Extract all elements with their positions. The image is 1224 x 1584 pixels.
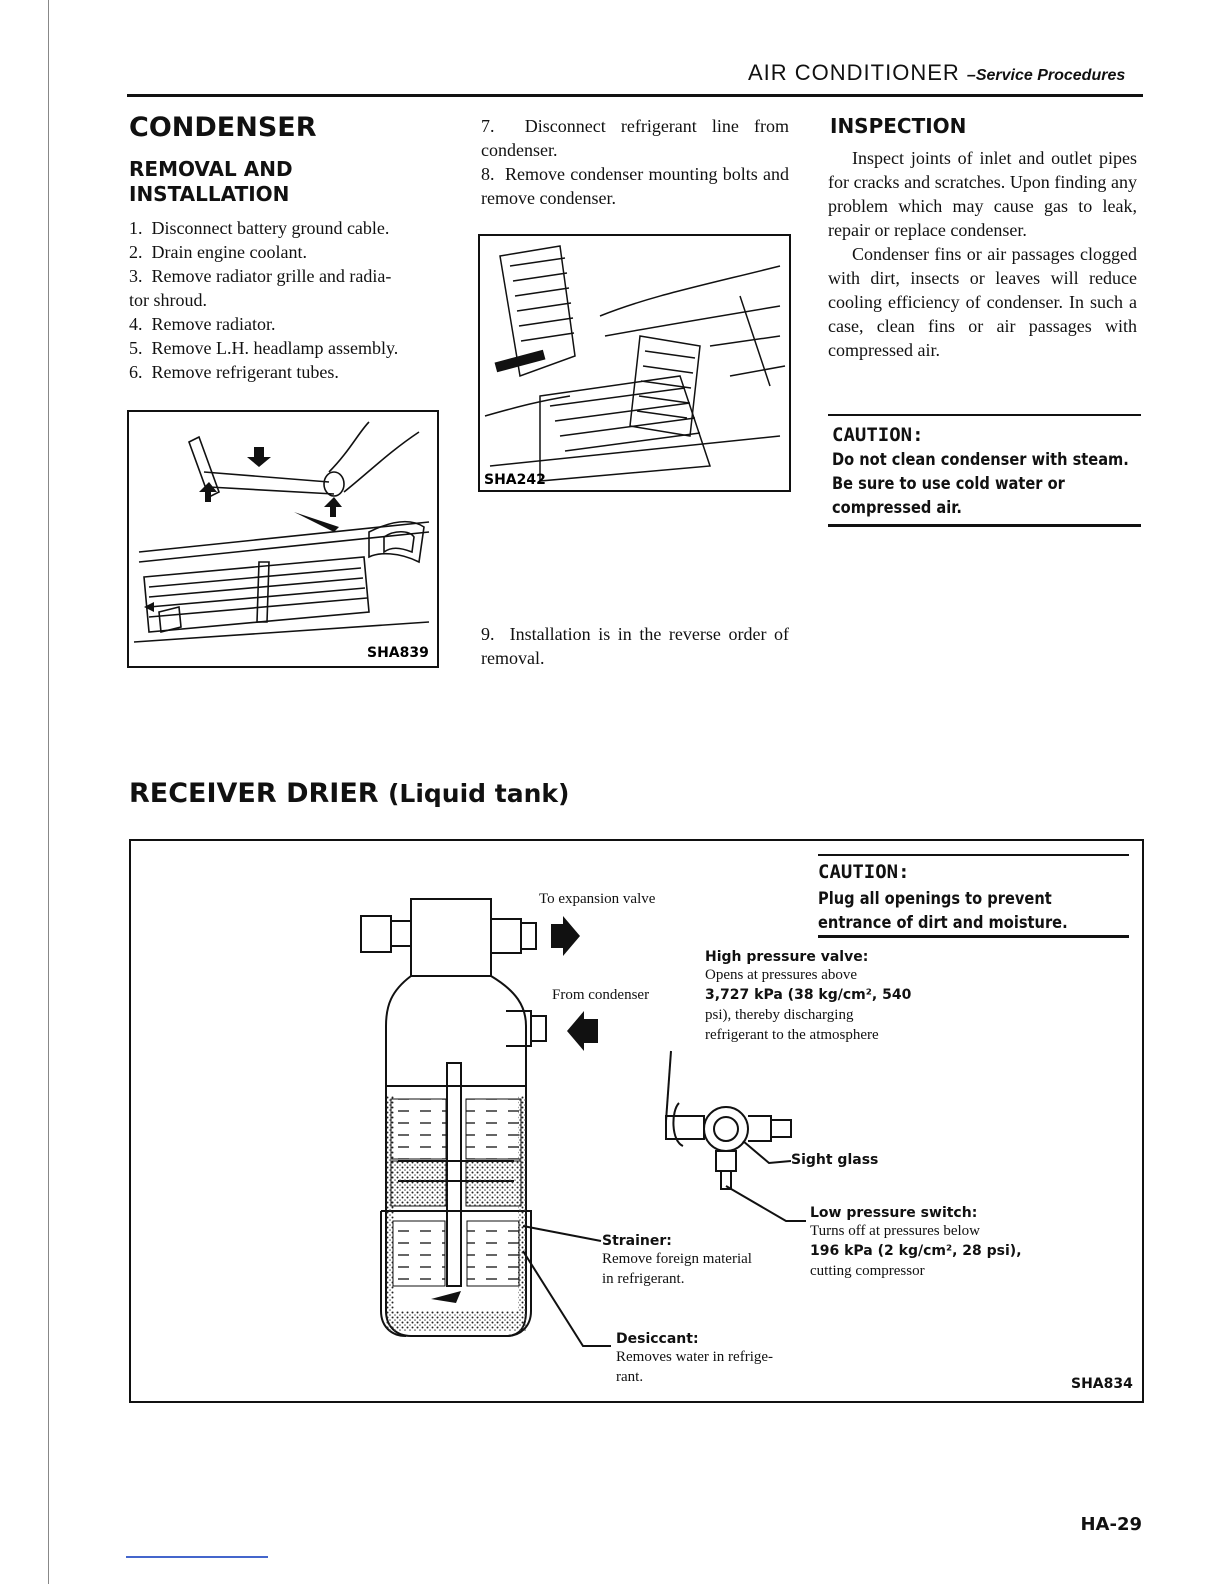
condenser-removal-illustration bbox=[480, 236, 789, 490]
steps-list-1 bbox=[129, 216, 439, 384]
sight-glass-label: Sight glass bbox=[791, 1152, 879, 1168]
fig1-label: SHA839 bbox=[367, 645, 429, 661]
condenser-tubes-illustration bbox=[129, 412, 437, 666]
left-margin-rule bbox=[48, 0, 49, 1584]
bottom-link-rule bbox=[126, 1556, 268, 1558]
rd-caution-text: Plug all openings to prevent entrance of dirt and moisture. bbox=[818, 889, 1068, 933]
inspection-para-2: Condenser fins or air passages clogged with dirt, insects or leaves will reduce cooling efficiency of condenser. In such a case, clean fins or air passages with compressed air. bbox=[828, 244, 1137, 360]
receiver-title: RECEIVER DRIER (Liquid tank) bbox=[129, 778, 570, 809]
figure-sha839 bbox=[127, 410, 439, 668]
rd-caution-title: CAUTION: bbox=[818, 861, 910, 883]
removal-subtitle-line1: REMOVAL AND bbox=[129, 157, 293, 181]
from-condenser-label: From condenser bbox=[552, 987, 650, 1003]
to-expansion-label: To expansion valve bbox=[539, 891, 656, 907]
low-pressure-callout: Low pressure switch: Turns off at pressures below 196 kPa (2 kg/cm², 28 psi), cutting compressor bbox=[810, 1205, 1022, 1279]
page-number: HA-29 bbox=[1080, 1514, 1142, 1535]
caution-rule-bottom bbox=[828, 524, 1141, 527]
inspection-text bbox=[828, 146, 1137, 362]
condenser-title: CONDENSER bbox=[129, 112, 317, 143]
inspection-title: INSPECTION bbox=[830, 114, 967, 138]
header-subtitle: –Service Procedures bbox=[966, 67, 1126, 84]
step-5: 5. Remove L.H. headlamp assembly. bbox=[129, 338, 399, 358]
inspection-caution-title: CAUTION: bbox=[832, 424, 924, 446]
step-2: 2. Drain engine coolant. bbox=[129, 242, 307, 262]
fig3-label: SHA834 bbox=[1071, 1376, 1133, 1392]
steps-list-2 bbox=[481, 114, 789, 210]
fig2-label: SHA242 bbox=[484, 472, 546, 488]
step-8: 8. Remove condenser mounting bolts and remove condenser. bbox=[481, 164, 789, 208]
step-3: 3. Remove radiator grille and radia- bbox=[129, 266, 392, 286]
page-header bbox=[748, 60, 1125, 86]
step-6: 6. Remove refrigerant tubes. bbox=[129, 362, 339, 382]
step-4: 4. Remove radiator. bbox=[129, 314, 276, 334]
step-3-cont: tor shroud. bbox=[129, 290, 207, 310]
rd-caution-rule-bottom bbox=[818, 935, 1129, 938]
inspection-para-1: Inspect joints of inlet and outlet pipes for cracks and scratches. Upon finding any problem which may cause gas to leak, repair or replace condenser. bbox=[828, 148, 1137, 240]
header-rule bbox=[127, 94, 1143, 97]
desiccant-callout: Desiccant: Removes water in refrige- rant. bbox=[616, 1331, 774, 1385]
removal-subtitle-line2: INSTALLATION bbox=[129, 182, 290, 206]
step-9: 9. Installation is in the reverse order of removal. bbox=[481, 624, 790, 668]
figure-sha242 bbox=[478, 234, 791, 492]
high-pressure-callout: High pressure valve: Opens at pressures above 3,727 kPa (38 kg/cm², 540 psi), thereby discharging refrigerant to the atmosphere bbox=[705, 949, 912, 1043]
figure-sha834 bbox=[129, 839, 1144, 1403]
step-1: 1. Disconnect battery ground cable. bbox=[129, 218, 390, 238]
header-title: AIR CONDITIONER bbox=[748, 60, 960, 85]
step-7: 7. Disconnect refrigerant line from condenser. bbox=[481, 116, 790, 160]
inspection-caution-text: Do not clean condenser with steam. Be sure to use cold water or compressed air. bbox=[832, 450, 1129, 518]
strainer-callout: Strainer: Remove foreign material in refrigerant. bbox=[602, 1233, 752, 1287]
rd-caution-rule-top bbox=[818, 854, 1129, 856]
removal-subtitle bbox=[129, 157, 293, 207]
caution-rule-top bbox=[828, 414, 1141, 416]
